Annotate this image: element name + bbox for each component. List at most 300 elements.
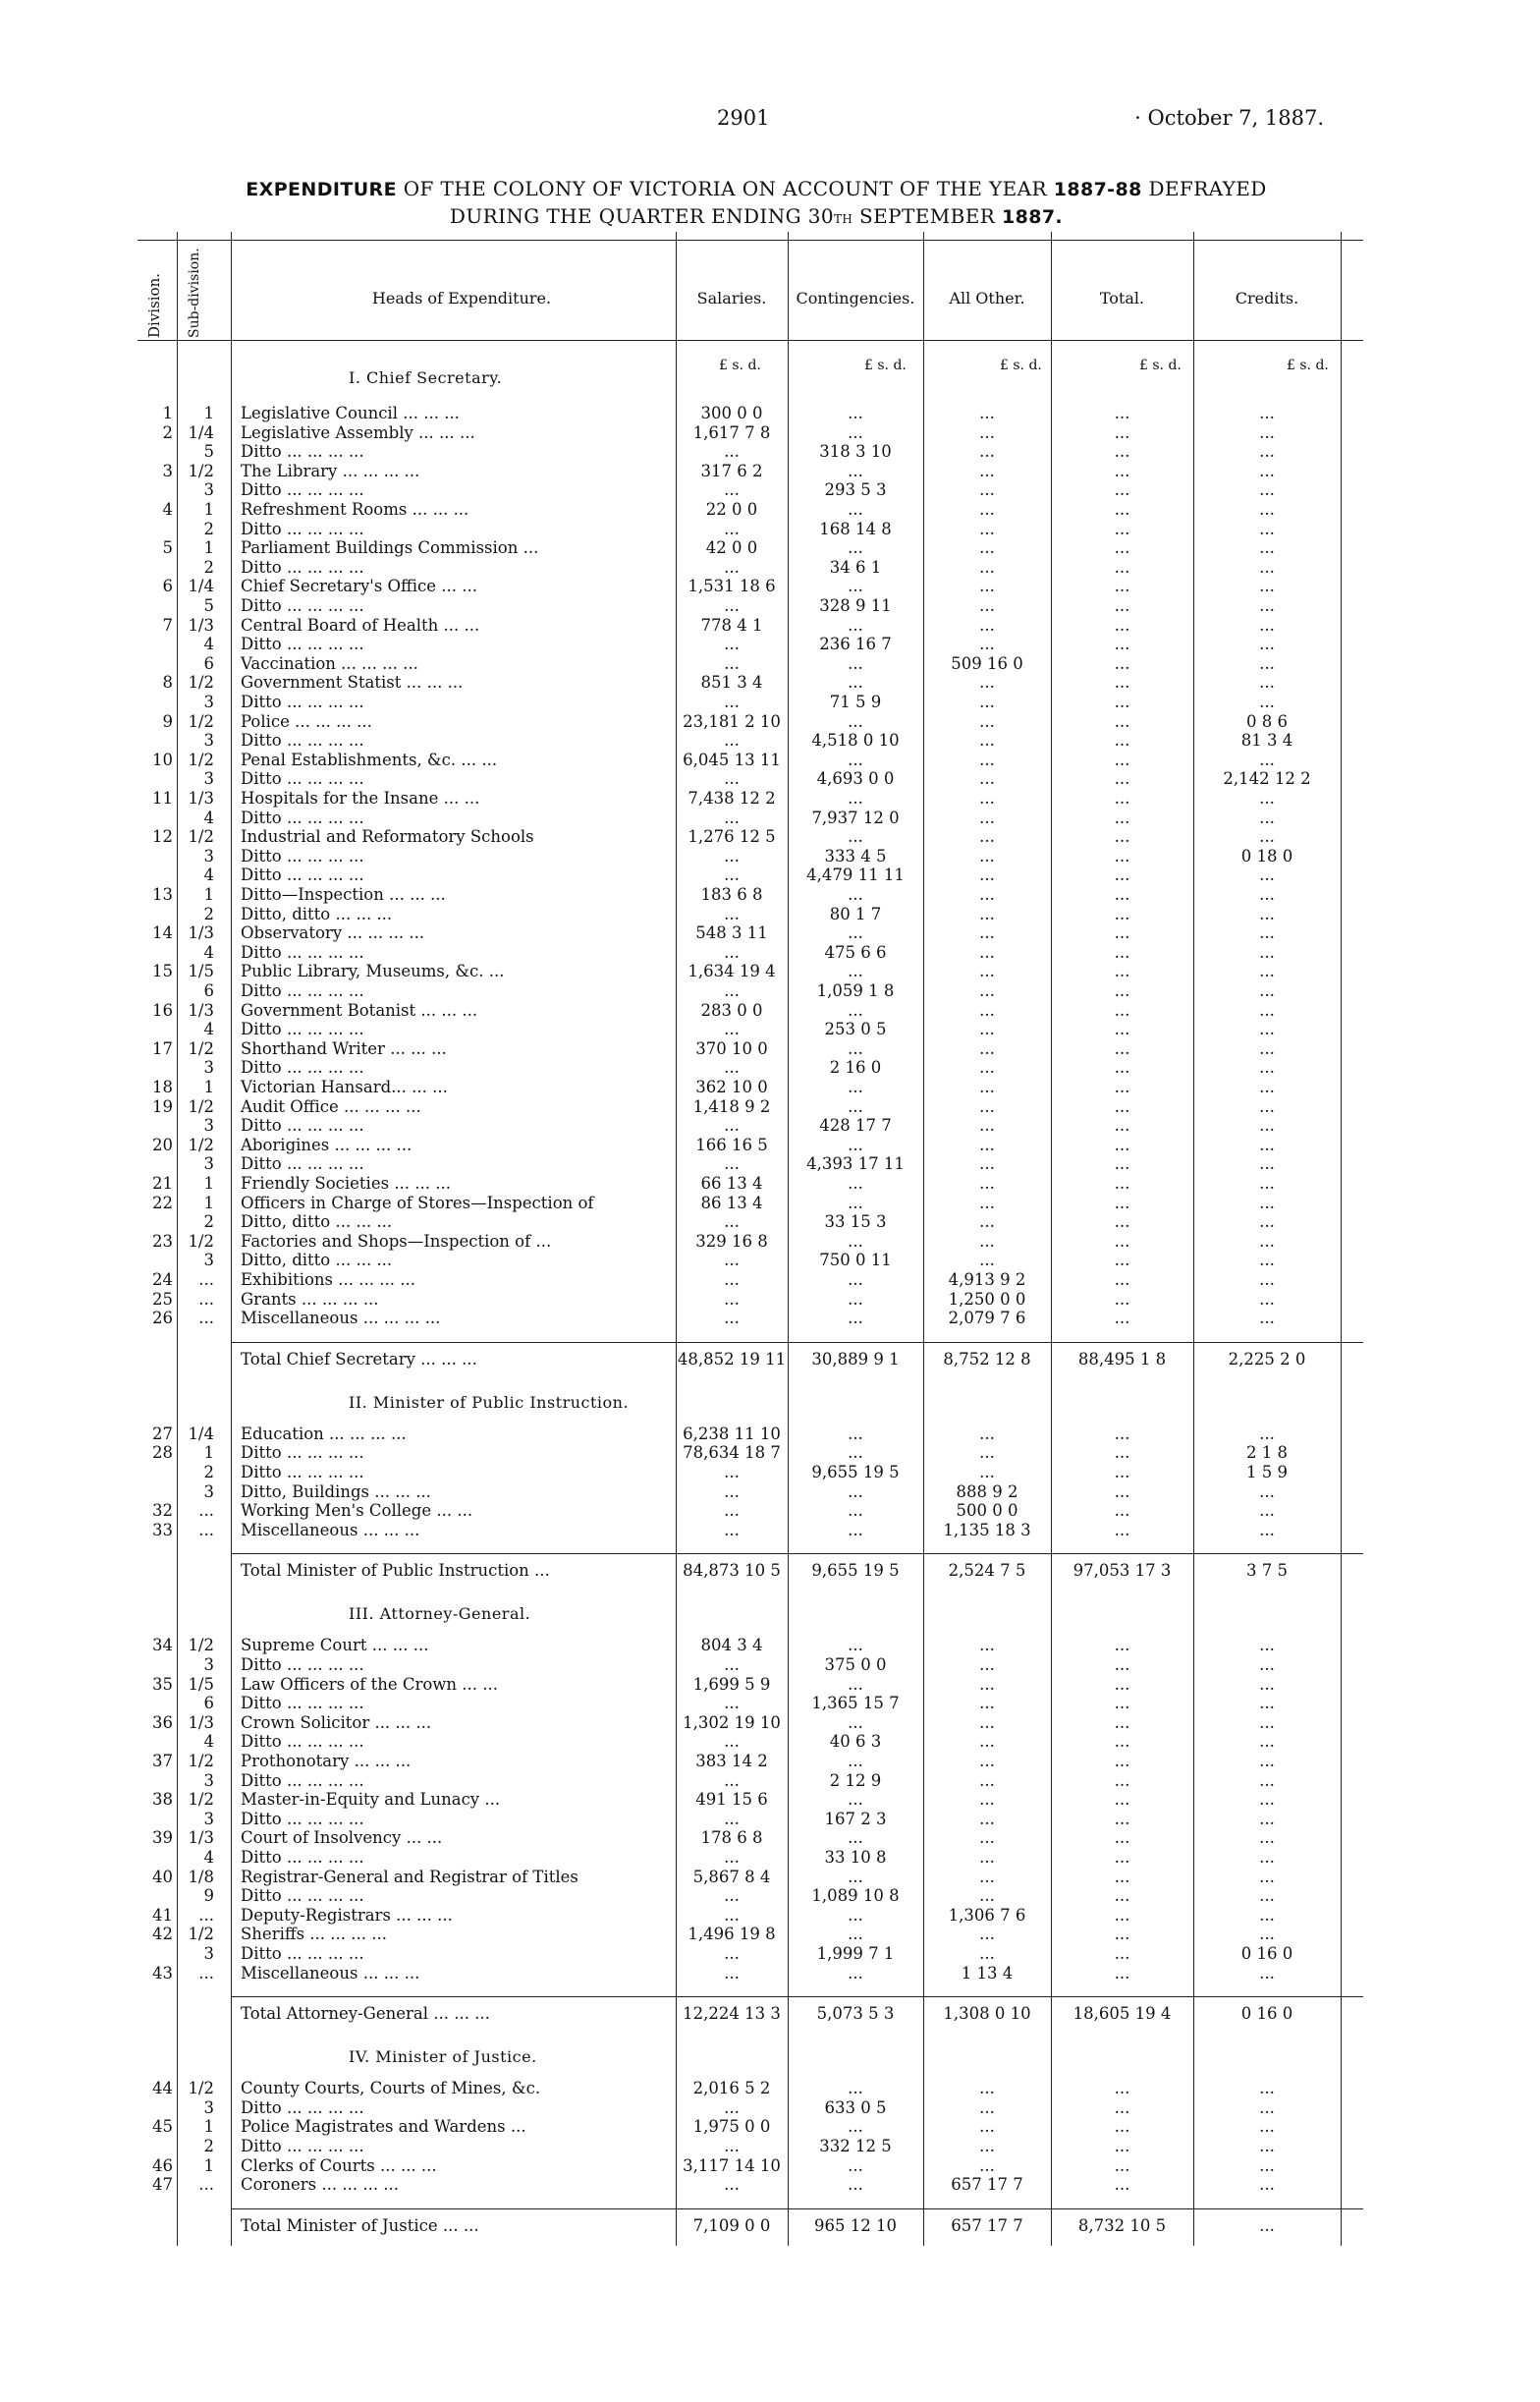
table-row	[138, 1154, 1363, 1174]
contingencies-cell: ...	[848, 653, 863, 673]
all-other-cell: ...	[979, 1424, 995, 1443]
head-cell: Master-in-Equity and Lunacy ...	[241, 1790, 501, 1810]
salaries-cell: 317 6 2	[700, 461, 763, 480]
table-row	[138, 1309, 1363, 1328]
contingencies-cell: ...	[848, 1424, 863, 1443]
all-other-cell: ...	[979, 1732, 995, 1752]
subdivision-cell: 1/2	[188, 1790, 214, 1810]
contingencies-cell: ...	[848, 1712, 863, 1732]
salaries-cell: ...	[724, 1694, 740, 1713]
subdivision-cell: 5	[203, 442, 214, 462]
salaries-cell: ...	[724, 1520, 740, 1539]
total-cell: ...	[1114, 1020, 1130, 1039]
division-cell: 45	[152, 2117, 173, 2137]
all-other-cell: ...	[979, 1463, 995, 1481]
total-cell: ...	[1114, 1848, 1130, 1867]
units-all-other: £ s. d.	[1000, 358, 1042, 373]
contingencies-cell: 633 0 5	[824, 2097, 887, 2117]
subdivision-cell: 1/2	[188, 711, 214, 731]
table-row	[138, 885, 1363, 905]
contingencies-cell: 2 12 9	[829, 1770, 882, 1790]
table-row	[138, 827, 1363, 847]
credits-cell: ...	[1259, 942, 1275, 962]
contingencies-cell: 34 6 1	[829, 557, 882, 577]
all-other-cell: ...	[979, 2155, 995, 2175]
contingencies-cell: ...	[848, 1905, 863, 1925]
total-cell: ...	[1114, 1193, 1130, 1212]
credits-cell: ...	[1259, 866, 1275, 885]
head-cell: Chief Secretary's Office ... ...	[241, 577, 478, 596]
credits-cell: ...	[1259, 1270, 1275, 1289]
contingencies-cell: 33 10 8	[824, 1848, 887, 1867]
total-cell: ...	[1114, 846, 1130, 866]
credits-cell: ...	[1259, 904, 1275, 923]
all-other-cell: 657 17 7	[951, 2175, 1023, 2195]
table-row	[138, 693, 1363, 712]
subdivision-cell: 3	[203, 1058, 214, 1078]
table-row	[138, 480, 1363, 500]
all-other-cell: ...	[979, 2079, 995, 2098]
all-other-cell: 509 16 0	[951, 653, 1023, 673]
credits-cell: ...	[1259, 1674, 1275, 1694]
all-other-cell: ...	[979, 442, 995, 462]
salaries-cell: 5,867 8 4	[692, 1867, 771, 1886]
table-row	[138, 1906, 1363, 1926]
table-row	[138, 520, 1363, 539]
total-rule	[231, 2208, 1363, 2209]
contingencies-cell: ...	[848, 1501, 863, 1521]
contingencies-cell: ...	[848, 2079, 863, 2098]
subdivision-cell: ...	[198, 1963, 214, 1983]
total-cell: ...	[1114, 866, 1130, 885]
table-row	[138, 616, 1363, 636]
total-cell: ...	[1114, 1154, 1130, 1174]
salaries-cell: ...	[724, 653, 740, 673]
division-cell: 11	[152, 789, 173, 808]
subdivision-cell: 1/2	[188, 1231, 214, 1251]
salaries-cell: ...	[724, 1770, 740, 1790]
contingencies-cell: 80 1 7	[829, 904, 882, 923]
total-cell: ...	[1114, 904, 1130, 923]
salaries-cell: ...	[724, 2097, 740, 2117]
head-cell: Ditto ... ... ... ...	[241, 1116, 364, 1136]
table-row	[138, 1482, 1363, 1502]
credits-cell: ...	[1259, 1116, 1275, 1136]
head-cell: Observatory ... ... ... ...	[241, 923, 425, 943]
all-other-cell: ...	[979, 1828, 995, 1848]
head-cell: Government Statist ... ... ...	[241, 673, 464, 693]
salaries-cell: ...	[724, 1905, 740, 1925]
division-cell: 8	[162, 673, 173, 693]
head-cell: Miscellaneous ... ... ... ...	[241, 1309, 441, 1328]
salaries-cell: ...	[724, 693, 740, 711]
contingencies-cell: ...	[848, 1925, 863, 1944]
credits-cell: 0 18 0	[1240, 846, 1293, 866]
credits-cell: ...	[1259, 2117, 1275, 2137]
head-cell: Crown Solicitor ... ... ...	[241, 1712, 432, 1732]
division-cell: 20	[152, 1135, 173, 1154]
table-row	[138, 1290, 1363, 1310]
credits-cell: 0 16 0	[1240, 2004, 1293, 2024]
division-cell: 17	[152, 1038, 173, 1058]
total-cell: ...	[1114, 942, 1130, 962]
head-cell: Ditto ... ... ... ...	[241, 731, 364, 751]
total-cell: ...	[1114, 461, 1130, 480]
division-cell: 2	[162, 422, 173, 442]
credits-cell: 3 7 5	[1246, 1561, 1288, 1581]
division-cell: 10	[152, 750, 173, 769]
table-row	[138, 943, 1363, 963]
table-row	[138, 1097, 1363, 1117]
col-subdivision-header: Sub-division.	[187, 248, 202, 338]
division-cell: 33	[152, 1520, 173, 1539]
document-title	[98, 177, 1414, 200]
contingencies-cell: ...	[848, 750, 863, 769]
total-cell: ...	[1114, 1270, 1130, 1289]
total-cell: ...	[1114, 673, 1130, 693]
subdivision-cell: 1	[203, 1174, 214, 1193]
head-cell: Ditto ... ... ... ...	[241, 557, 364, 577]
table-row	[138, 577, 1363, 596]
table-row	[138, 423, 1363, 443]
salaries-cell: 300 0 0	[700, 404, 763, 422]
subdivision-cell: 1/3	[188, 1000, 214, 1020]
credits-cell: ...	[1259, 1193, 1275, 1212]
subdivision-cell: 2	[203, 519, 214, 538]
salaries-cell: ...	[724, 904, 740, 923]
contingencies-cell: 1,059 1 8	[816, 981, 895, 1000]
all-other-cell: ...	[979, 2117, 995, 2137]
table-row	[138, 847, 1363, 866]
salaries-cell: 166 16 5	[695, 1135, 768, 1154]
subdivision-cell: 3	[203, 480, 214, 500]
subtitle-year: 1887.	[1001, 206, 1064, 228]
division-cell: 4	[162, 500, 173, 519]
credits-cell: ...	[1259, 1925, 1275, 1944]
total-cell: ...	[1114, 1925, 1130, 1944]
head-cell: Vaccination ... ... ... ...	[241, 653, 418, 673]
head-cell: Ditto ... ... ... ...	[241, 981, 364, 1000]
contingencies-cell: ...	[848, 1309, 863, 1328]
contingencies-cell: ...	[848, 1674, 863, 1694]
credits-cell: 0 8 6	[1246, 711, 1288, 731]
all-other-cell: 888 9 2	[956, 1481, 1018, 1501]
all-other-cell: ...	[979, 1809, 995, 1828]
head-cell: Ditto ... ... ... ...	[241, 808, 364, 827]
subdivision-cell: 1/2	[188, 750, 214, 769]
head-cell: Law Officers of the Crown ... ...	[241, 1674, 499, 1694]
all-other-cell: ...	[979, 1636, 995, 1655]
head-cell: Ditto ... ... ... ...	[241, 1443, 364, 1463]
salaries-cell: ...	[724, 1058, 740, 1078]
division-cell: 5	[162, 538, 173, 558]
all-other-cell: 657 17 7	[951, 2215, 1023, 2235]
subdivision-cell: 6	[203, 653, 214, 673]
credits-cell: ...	[1259, 1790, 1275, 1810]
salaries-cell: ...	[724, 981, 740, 1000]
subdivision-cell: 4	[203, 1732, 214, 1752]
salaries-cell: 491 15 6	[695, 1790, 768, 1810]
total-cell: ...	[1114, 731, 1130, 751]
salaries-cell: ...	[724, 635, 740, 654]
credits-cell: ...	[1259, 981, 1275, 1000]
subdivision-cell: 5	[203, 596, 214, 615]
all-other-cell: ...	[979, 422, 995, 442]
total-cell: ...	[1114, 1174, 1130, 1193]
total-cell: ...	[1114, 711, 1130, 731]
division-cell: 46	[152, 2155, 173, 2175]
salaries-cell: ...	[724, 596, 740, 615]
credits-cell: ...	[1259, 1905, 1275, 1925]
table-row	[138, 1655, 1363, 1675]
division-cell: 27	[152, 1424, 173, 1443]
all-other-cell: ...	[979, 1694, 995, 1713]
head-cell: Miscellaneous ... ... ...	[241, 1963, 420, 1983]
salaries-cell: 6,045 13 11	[683, 750, 781, 769]
head-cell: Ditto ... ... ... ...	[241, 1944, 364, 1963]
head-cell: Grants ... ... ... ...	[241, 1289, 379, 1309]
subdivision-cell: 1	[203, 2155, 214, 2175]
contingencies-cell: 253 0 5	[824, 1020, 887, 1039]
all-other-cell: ...	[979, 461, 995, 480]
salaries-cell: ...	[724, 1655, 740, 1674]
contingencies-cell: ...	[848, 500, 863, 519]
total-cell: ...	[1114, 923, 1130, 943]
head-cell: Deputy-Registrars ... ... ...	[241, 1905, 453, 1925]
total-cell: ...	[1114, 442, 1130, 462]
all-other-cell: ...	[979, 1848, 995, 1867]
credits-cell: ...	[1259, 827, 1275, 847]
col-division-header: Division.	[145, 272, 163, 338]
all-other-cell: 4,913 9 2	[948, 1270, 1026, 1289]
credits-cell: ...	[1259, 1212, 1275, 1232]
salaries-cell: ...	[724, 808, 740, 827]
salaries-cell: 66 13 4	[700, 1174, 763, 1193]
table-row	[138, 1001, 1363, 1021]
all-other-cell: ...	[979, 1886, 995, 1906]
all-other-cell: ...	[979, 1096, 995, 1116]
total-rule	[231, 1342, 1363, 1343]
total-cell: ...	[1114, 1443, 1130, 1463]
subdivision-cell: 1/2	[188, 1038, 214, 1058]
all-other-cell: ...	[979, 1251, 995, 1270]
contingencies-cell: 293 5 3	[824, 480, 887, 500]
division-cell: 15	[152, 962, 173, 981]
subdivision-cell: 1/2	[188, 461, 214, 480]
all-other-cell: ...	[979, 808, 995, 827]
total-cell: 18,605 19 4	[1072, 2004, 1172, 2024]
head-cell: Ditto, Buildings ... ... ...	[241, 1481, 431, 1501]
credits-cell: ...	[1259, 2097, 1275, 2117]
division-cell: 6	[162, 577, 173, 596]
total-cell: ...	[1114, 1481, 1130, 1501]
total-cell: ...	[1114, 2079, 1130, 2098]
total-row	[138, 1350, 1363, 1369]
division-cell: 42	[152, 1925, 173, 1944]
all-other-cell: ...	[979, 1770, 995, 1790]
subdivision-cell: 3	[203, 731, 214, 751]
contingencies-cell: ...	[848, 2175, 863, 2195]
salaries-cell: ...	[724, 1963, 740, 1983]
all-other-cell: ...	[979, 557, 995, 577]
contingencies-cell: ...	[848, 577, 863, 596]
salaries-cell: 383 14 2	[695, 1752, 768, 1770]
total-cell: ...	[1114, 1886, 1130, 1906]
table-row	[138, 596, 1363, 616]
salaries-cell: ...	[724, 1886, 740, 1906]
subdivision-cell: 1/2	[188, 1135, 214, 1154]
head-cell: Prothonotary ... ... ...	[241, 1752, 412, 1770]
total-cell: ...	[1114, 1096, 1130, 1116]
contingencies-cell: ...	[848, 422, 863, 442]
credits-cell: ...	[1259, 750, 1275, 769]
subdivision-cell: 1	[203, 1193, 214, 1212]
credits-cell: ...	[1259, 577, 1275, 596]
contingencies-cell: 4,393 17 11	[806, 1154, 905, 1174]
salaries-cell: ...	[724, 1309, 740, 1328]
table-row	[138, 1636, 1363, 1655]
contingencies-cell: 428 17 7	[819, 1116, 892, 1136]
table-row	[138, 1713, 1363, 1733]
salaries-cell: 370 10 0	[695, 1038, 768, 1058]
all-other-cell: ...	[979, 1116, 995, 1136]
head-cell: Police ... ... ... ...	[241, 711, 372, 731]
credits-cell: 0 16 0	[1240, 1944, 1293, 1963]
division-cell: 19	[152, 1096, 173, 1116]
division-cell: 34	[152, 1636, 173, 1655]
contingencies-cell: 40 6 3	[829, 1732, 882, 1752]
salaries-cell: ...	[724, 1481, 740, 1501]
head-cell: Ditto ... ... ... ...	[241, 1154, 364, 1174]
table-row	[138, 866, 1363, 885]
table-row	[138, 2156, 1363, 2176]
subdivision-cell: 2	[203, 1212, 214, 1232]
table-row	[138, 809, 1363, 828]
head-cell: Legislative Council ... ... ...	[241, 404, 460, 422]
all-other-cell: ...	[979, 1655, 995, 1674]
head-cell: Shorthand Writer ... ... ...	[241, 1038, 447, 1058]
salaries-cell: ...	[724, 1944, 740, 1963]
total-cell: 97,053 17 3	[1072, 1561, 1172, 1581]
contingencies-cell: ...	[848, 461, 863, 480]
subdivision-cell: 1/3	[188, 1712, 214, 1732]
col-all-other-header: All Other.	[949, 289, 1025, 307]
col-heads-header: Heads of Expenditure.	[371, 289, 552, 307]
salaries-cell: 778 4 1	[700, 615, 763, 635]
subdivision-cell: 1	[203, 538, 214, 558]
subdivision-cell: 1/4	[188, 422, 214, 442]
all-other-cell: ...	[979, 1174, 995, 1193]
col-salaries-header: Salaries.	[696, 289, 767, 307]
credits-cell: ...	[1259, 1963, 1275, 1983]
salaries-cell: ...	[724, 1212, 740, 1232]
credits-cell: ...	[1259, 923, 1275, 943]
table-row	[138, 462, 1363, 481]
total-cell: ...	[1114, 1289, 1130, 1309]
subdivision-cell: 4	[203, 1020, 214, 1039]
head-cell: Ditto ... ... ... ...	[241, 942, 364, 962]
credits-cell: ...	[1259, 500, 1275, 519]
all-other-cell: ...	[979, 981, 995, 1000]
subdivision-cell: 3	[203, 769, 214, 789]
credits-cell: ...	[1259, 1886, 1275, 1906]
salaries-cell: ...	[724, 2137, 740, 2155]
salaries-cell: 42 0 0	[705, 538, 758, 558]
head-cell: Hospitals for the Insane ... ...	[241, 789, 480, 808]
credits-cell: ...	[1259, 1752, 1275, 1770]
salaries-cell: 22 0 0	[705, 500, 758, 519]
salaries-cell: 2,016 5 2	[692, 2079, 771, 2098]
all-other-cell: 2,079 7 6	[948, 1309, 1026, 1328]
subdivision-cell: 4	[203, 1848, 214, 1867]
all-other-cell: ...	[979, 673, 995, 693]
credits-cell: ...	[1259, 2137, 1275, 2155]
contingencies-cell: ...	[848, 1289, 863, 1309]
total-cell: ...	[1114, 789, 1130, 808]
contingencies-cell: ...	[848, 789, 863, 808]
all-other-cell: ...	[979, 1712, 995, 1732]
credits-cell: 2,225 2 0	[1228, 1349, 1306, 1369]
all-other-cell: ...	[979, 769, 995, 789]
head-cell: Total Chief Secretary ... ... ...	[241, 1349, 477, 1369]
credits-cell: ...	[1259, 480, 1275, 500]
table-row	[138, 2175, 1363, 2195]
head-cell: Ditto ... ... ... ...	[241, 1732, 364, 1752]
head-cell: Ditto ... ... ... ...	[241, 1809, 364, 1828]
table-row	[138, 1675, 1363, 1695]
title-mid: OF THE COLONY OF VICTORIA ON ACCOUNT OF THE YEAR	[396, 177, 1054, 200]
salaries-cell: ...	[724, 942, 740, 962]
salaries-cell: ...	[724, 557, 740, 577]
contingencies-cell: ...	[848, 1481, 863, 1501]
total-cell: ...	[1114, 2155, 1130, 2175]
all-other-cell: ...	[979, 577, 995, 596]
subdivision-cell: 4	[203, 635, 214, 654]
subdivision-cell: ...	[198, 1289, 214, 1309]
contingencies-cell: 1,999 7 1	[816, 1944, 895, 1963]
table-row	[138, 404, 1363, 423]
division-cell: 14	[152, 923, 173, 943]
credits-cell: ...	[1259, 1481, 1275, 1501]
table-row	[138, 905, 1363, 924]
credits-cell: ...	[1259, 2155, 1275, 2175]
all-other-cell: ...	[979, 1135, 995, 1154]
total-cell: ...	[1114, 1251, 1130, 1270]
table-row	[138, 1443, 1363, 1463]
total-cell: ...	[1114, 1712, 1130, 1732]
credits-cell: ...	[1259, 885, 1275, 904]
division-cell: 26	[152, 1309, 173, 1328]
subdivision-cell: 3	[203, 1154, 214, 1174]
all-other-cell: ...	[979, 750, 995, 769]
head-cell: Clerks of Courts ... ... ...	[241, 2155, 437, 2175]
subtitle-a: DURING THE QUARTER ENDING 30	[449, 204, 835, 228]
subdivision-cell: 1	[203, 500, 214, 519]
contingencies-cell: 30,889 9 1	[811, 1349, 900, 1369]
contingencies-cell: ...	[848, 1096, 863, 1116]
table-row	[138, 2079, 1363, 2098]
contingencies-cell: ...	[848, 2117, 863, 2137]
total-cell: ...	[1114, 1116, 1130, 1136]
subdivision-cell: ...	[198, 1501, 214, 1521]
all-other-cell: ...	[979, 866, 995, 885]
subdivision-cell: 4	[203, 942, 214, 962]
total-cell: ...	[1114, 2097, 1130, 2117]
subtitle-th: TH	[834, 212, 853, 226]
head-cell: Miscellaneous ... ... ...	[241, 1520, 420, 1539]
head-cell: Coroners ... ... ... ...	[241, 2175, 400, 2195]
credits-cell: ...	[1259, 1251, 1275, 1270]
